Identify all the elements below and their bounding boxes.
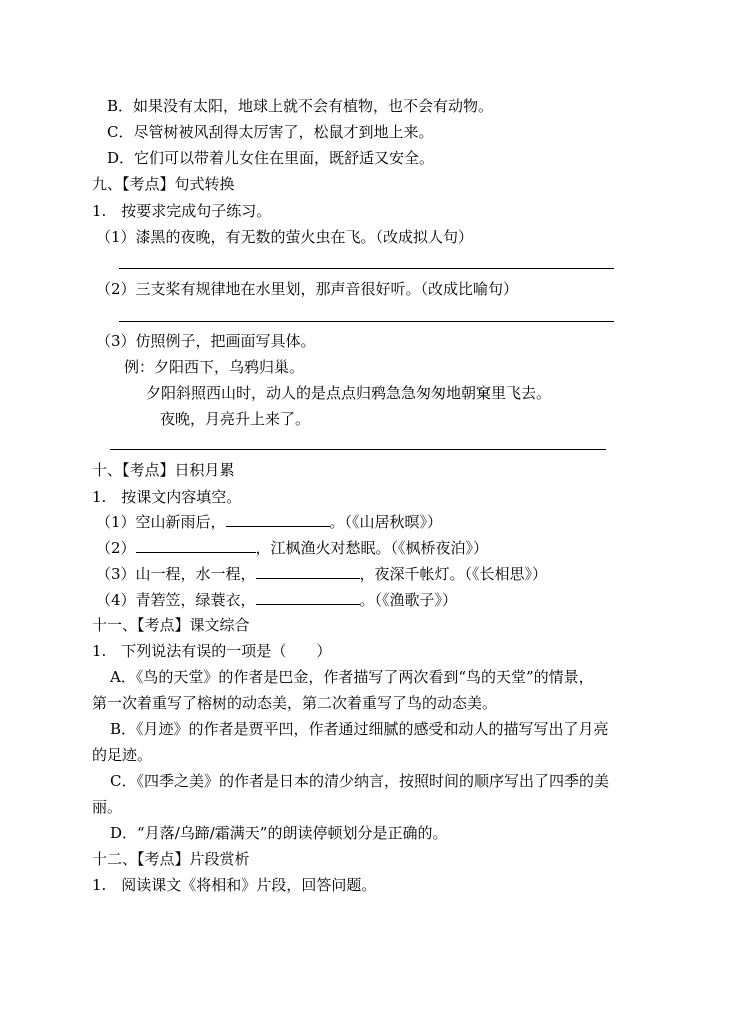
- q12-intro: 1. 阅读课文《将相和》片段，回答问题。: [92, 876, 377, 894]
- q11-intro: 1. 下列说法有误的一项是（ ）: [92, 642, 332, 660]
- q9-heading: 九、【考点】句式转换: [92, 175, 235, 193]
- q12-heading: 十二、【考点】片段赏析: [92, 850, 250, 868]
- q11-heading: 十一、【考点】课文综合: [92, 616, 250, 634]
- fill-blank-1[interactable]: [226, 512, 330, 527]
- q9-item-1: （1）漆黑的夜晚，有无数的萤火虫在飞。（改成拟人句）: [96, 228, 474, 246]
- q10-intro: 1. 按课文内容填空。: [92, 488, 242, 506]
- q10-item-3-prefix: （3）山一程，水一程，: [96, 565, 256, 583]
- fill-blank-3[interactable]: [256, 564, 360, 579]
- q11-option-b-line-2: 的足迹。: [92, 746, 153, 764]
- q11-option-a-line-2: 第一次着重写了榕树的动态美，第二次着重写了鸟的动态美。: [92, 694, 498, 712]
- q10-item-3-suffix: ，夜深千帐灯。（《长相思》）: [359, 565, 548, 583]
- q11-option-a-line-1: A．《鸟的天堂》的作者是巴金，作者描写了两次看到“鸟的天堂”的情景，: [110, 668, 594, 686]
- q10-item-4: [96, 590, 457, 610]
- q11-option-c-line-1: C．《四季之美》的作者是日本的清少纳言，按照时间的顺序写出了四季的美: [110, 772, 609, 790]
- q10-item-1: [96, 512, 442, 532]
- answer-line-q9-2[interactable]: [119, 321, 614, 322]
- q10-item-1-prefix: （1）空山新雨后，: [96, 513, 226, 531]
- fill-blank-4[interactable]: [256, 590, 360, 605]
- q11-option-c-line-2: 丽。: [92, 798, 123, 816]
- q10-item-4-suffix: 。（《渔歌子》）: [359, 591, 458, 609]
- q9-intro: 1. 按要求完成句子练习。: [92, 202, 272, 220]
- answer-line-q9-1[interactable]: [119, 268, 614, 269]
- q9-item-3: （3）仿照例子，把画面写具体。: [96, 332, 316, 350]
- q10-item-1-suffix: 。（《山居秋暝》）: [329, 513, 443, 531]
- q8-option-d: D．它们可以带着儿女住在里面，既舒适又安全。: [107, 149, 435, 167]
- q10-item-4-prefix: （4）青箬笠，绿蓑衣，: [96, 591, 256, 609]
- q9-item-2: （2）三支桨有规律地在水里划，那声音很好听。（改成比喻句）: [96, 280, 519, 298]
- q8-option-c: C．尽管树被风刮得太厉害了，松鼠才到地上来。: [107, 123, 434, 141]
- q10-item-2: [96, 538, 488, 558]
- q10-item-3: [96, 564, 547, 584]
- q11-option-b-line-1: B．《月迹》的作者是贾平凹，作者通过细腻的感受和动人的描写写出了月亮: [110, 720, 609, 738]
- q9-example-label: 例：夕阳西下，乌鸦归巢。: [124, 358, 305, 376]
- q10-item-2-suffix: ，江枫渔火对愁眠。（《枫桥夜泊》）: [255, 539, 489, 557]
- q10-heading: 十、【考点】日积月累: [92, 461, 235, 479]
- answer-line-q9-3[interactable]: [110, 449, 606, 450]
- q11-option-d: D．“月落/乌蹄/霜满天”的朗读停顿划分是正确的。: [110, 824, 448, 842]
- q9-example-expanded: 夕阳斜照西山时，动人的是点点归鸦急急匆匆地朝窠里飞去。: [146, 384, 552, 402]
- q8-option-b: B．如果没有太阳，地球上就不会有植物，也不会有动物。: [107, 97, 494, 115]
- q10-item-2-prefix: （2）: [96, 539, 136, 557]
- fill-blank-2[interactable]: [136, 538, 256, 553]
- q9-prompt: 夜晚，月亮升上来了。: [160, 410, 311, 428]
